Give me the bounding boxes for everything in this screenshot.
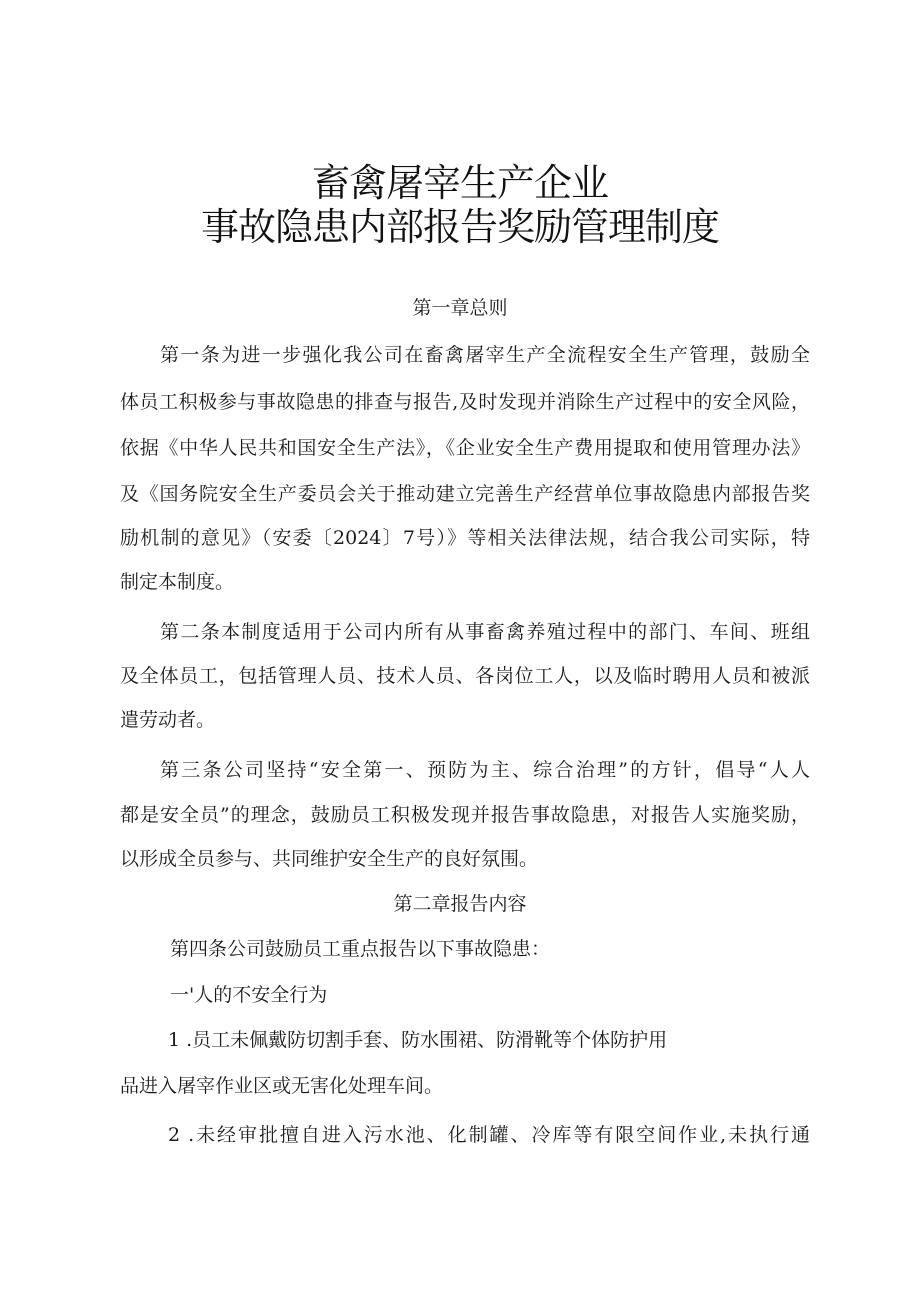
article-2-line-3: 遣劳动者。 xyxy=(120,709,216,731)
article-4-line: 第四条公司鼓励员工重点报告以下事故隐患： xyxy=(170,938,551,960)
article-1-line-5: 励机制的意见》（安委〔2024〕7号）》等相关法律法规，结合我公司实际，特 xyxy=(120,527,810,549)
document-title-line-2: 事故隐患内部报告奖励管理制度 xyxy=(200,205,719,249)
item-1-line-2: 品进入屠宰作业区或无害化处理车间。 xyxy=(120,1075,444,1097)
chapter-2-heading: 第二章报告内容 xyxy=(393,893,527,915)
item-2-line-1: 2 .未经审批擅自进入污水池、化制罐、冷库等有限空间作业,未执行通 xyxy=(168,1124,810,1146)
article-3-line-3: 以形成全员参与、共同维护安全生产的良好氛围。 xyxy=(120,848,539,870)
article-3-line-1: 第三条公司坚持“安全第一、预防为主、综合治理”的方针，倡导“人人 xyxy=(160,759,810,781)
article-1-line-2: 体员工积极参与事故隐患的排查与报告,及时发现并消除生产过程中的安全风险， xyxy=(120,391,810,413)
article-1-line-4: 及《国务院安全生产委员会关于推动建立完善生产经营单位事故隐患内部报告奖 xyxy=(120,483,810,505)
document-title-line-1: 畜禽屠宰生产企业 xyxy=(311,161,608,205)
article-1-line-6: 制定本制度。 xyxy=(120,571,235,593)
article-2-line-2: 及全体员工，包括管理人员、技术人员、各岗位工人，以及临时聘用人员和被派 xyxy=(120,665,810,687)
section-1-heading: 一'人的不安全行为 xyxy=(170,984,328,1006)
article-3-line-2: 都是安全员”的理念，鼓励员工积极发现并报告事故隐患，对报告人实施奖励， xyxy=(120,804,810,826)
article-2-line-1: 第二条本制度适用于公司内所有从事畜禽养殖过程中的部门、车间、班组 xyxy=(160,621,810,643)
item-1-line-1: 1 .员工未佩戴防切割手套、防水围裙、防滑靴等个体防护用 xyxy=(168,1029,668,1051)
chapter-1-heading: 第一章总则 xyxy=(412,297,508,319)
article-1-line-1: 第一条为进一步强化我公司在畜禽屠宰生产全流程安全生产管理，鼓励全 xyxy=(160,344,810,366)
article-1-line-3: 依据《中华人民共和国安全生产法》，《企业安全生产费用提取和使用管理办法》 xyxy=(120,437,810,459)
